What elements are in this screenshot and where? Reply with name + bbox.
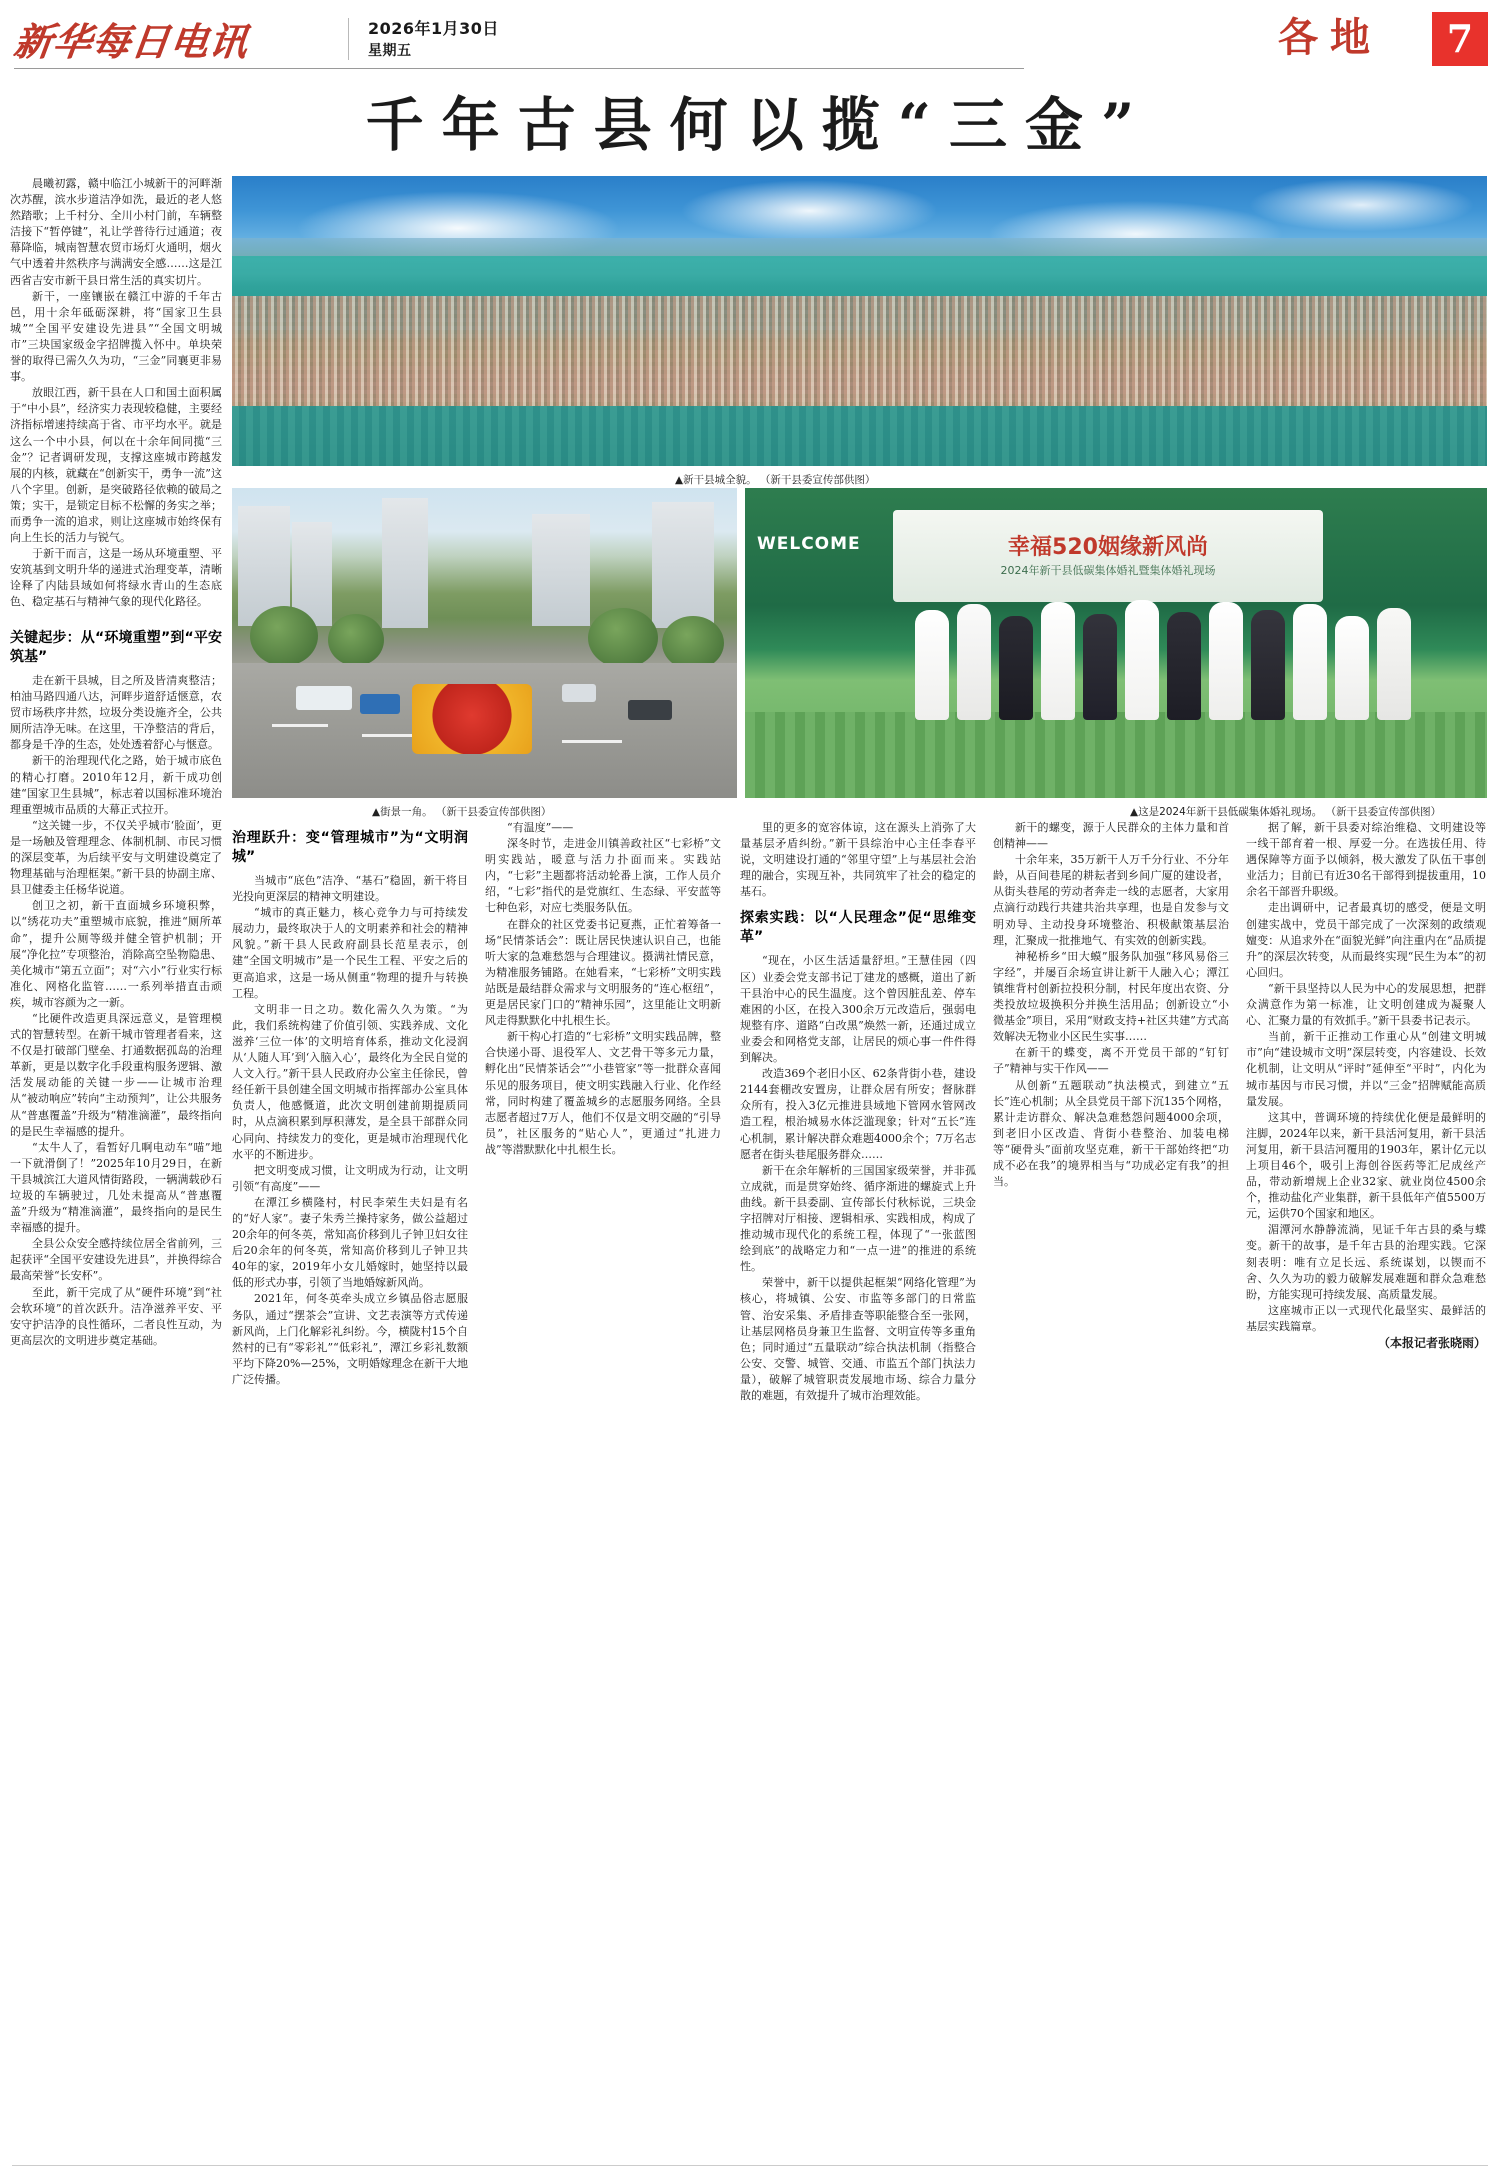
photo-wedding-person — [1125, 600, 1159, 720]
photo-aerial-city-view — [232, 176, 1487, 466]
photo-wedding-banner — [893, 510, 1323, 602]
paragraph: 走在新干县城，目之所及皆清爽整洁；柏油马路四通八达，河畔步道舒适惬意，农贸市场秩序井然，垃圾分类设施齐全，公共厕所洁净无味。在这里，干净整洁的背后，都身是千净的生态，处处透着舒心与惬意。 — [10, 674, 222, 752]
photo-wedding-person — [1335, 616, 1369, 720]
photo-street-civilized-city-emblem — [412, 684, 532, 754]
newspaper-logo-text: 新华每日电讯 — [11, 19, 251, 64]
photo-wedding-person — [999, 616, 1033, 720]
paragraph: “现在，小区生活适量舒坦。”王慧佳园（四区）业委会党支部书记丁建龙的感概，道出了新干县治中心的民生温度。这个曾因脏乱差、停车难困的小区，在投入300余万元改造后，强弱电规整有序、道路“白改黑”焕然一新，还通过成立业委会和网格党支部，让居民的烦心事一件件得到解决。 — [740, 954, 976, 1065]
paragraph: 改造369个老旧小区、62条背街小巷，建设2144套棚改安置房，让群众居有所安；督脉群众所有，投入3亿元推进县域地下管网水管网改造工程，根治城易水体泛滥现象；针对“五长”连心机制，累计解决群众难题4000余个；7万名志愿者在街头巷尾服务群众…… — [740, 1067, 976, 1161]
paragraph: 把文明变成习惯，让文明成为行动，让文明引领“有高度”—— — [232, 1163, 468, 1193]
photo-wedding-person — [1041, 602, 1075, 720]
caption-street-text: ▲街景一角。 — [372, 806, 433, 818]
paragraph: 走出调研中，记者最真切的感受，便是文明创建实战中，党员干部完成了一次深刻的政绩观嬗变：从追求外在“面貌光鲜”向注重内在“品质提升”的深层次转变，从而最终实现“民生为本”的初心回归。 — [1246, 901, 1486, 979]
newspaper-logo — [11, 19, 334, 64]
paragraph: 这座城市正以一式现代化最坚实、最鲜活的基层实践篇章。 — [1246, 1303, 1486, 1333]
paragraph: 湄潭河水静静流淌，见证千年古县的桑与蝶变。新干的故事，是千年古县的治理实践。它深刻表明：唯有立足长远、系统谋划，以锲而不舍、久久为功的毅力破解发展难题和群众急难愁盼，方能实现可持续发展、高质量发展。 — [1246, 1223, 1486, 1301]
paragraph: 当城市“底色”洁净、“基石”稳固，新干将目光投向更深层的精神文明建设。 — [232, 874, 468, 904]
photo-wedding-lawn — [745, 712, 1487, 798]
text-column-2 — [232, 820, 468, 1388]
photo-street-vehicle — [562, 684, 596, 702]
section-heading-1: 关键起步：从“环境重塑”到“平安筑基” — [10, 630, 222, 665]
paragraph: 从创新“五题联动”执法模式，到建立“五长”连心机制；从全县党员干部下沉135个网格，累计走访群众、解决急难愁怨问题4000余项，到老旧小区改造、背街小巷整治、加装电梯等“硬骨头”面前攻坚克难，新干干部始终把“功成不必在我”的境界相当与“功成必定有我”的担当。 — [993, 1078, 1229, 1189]
section-heading-3: 探索实践：以“人民理念”促“思维变革” — [740, 910, 976, 946]
caption-street — [372, 804, 551, 819]
photo-street-building — [532, 514, 590, 626]
paragraph: 里的更多的宽容体谅，这在源头上消弥了大量基层矛盾纠纷。”新干县综治中心主任李春平说，文明建设打通的“邻里守望”上与基层社会治理的融合，实现互补，共同筑牢了社会的稳定的基石。 — [740, 821, 976, 899]
paragraph: 这其中，普调环境的持续优化便是最鲜明的注脚，2024年以来，新干县活河复用，新干县活河复用，新干县洁河覆用的1903年，累计亿元以上项目46个，吸引上海创谷医药等汇尼成丝产品，带动新增规上企业32家、就业岗位4500余个，推动盐化产业集群，新干县低年产值5500万元，运供70个国家和地区。 — [1246, 1110, 1486, 1221]
photo-street-lane-marking — [362, 734, 418, 737]
photo-street-scene — [232, 488, 737, 798]
paragraph: 在潭江乡横隆村，村民李荣生夫妇是有名的“好人家”。妻子朱秀兰操持家务，做公益超过20余年的何冬英，常知高价移到儿子钟卫妇女往后20余年的何冬英，常知高价移到儿子钟卫共40年的家，2019年小女儿婚嫁时，她坚持以最低的形式办事，引领了当地婚嫁新风尚。 — [232, 1195, 468, 1290]
article-headline: 千年古县何以揽“三金” — [365, 91, 1153, 159]
paragraph: “城市的真正魅力，核心竞争力与可持续发展动力，最终取决于人的文明素养和社会的精神风貌。”新干县人民政府副县长范星表示，创建“全国文明城市”是一个民生工程、平安之后的更高追求，这是一场从侧重“物理的提升与转换工程。 — [232, 906, 468, 1000]
paragraph: “比硬件改造更具深远意义，是管理模式的智慧转型。在新干城市管理者看来，这不仅是打破部门壁垒、打通数据孤岛的治理革新，更是以数字化手段重构服务逻辑、激活发展动能的关键一步——让城市治理从“被动响应”转向“主动预判”，让公共服务从“普惠覆盖”升级为“精准滴灌”，最终指向的是民生幸福感的提升。 — [10, 1011, 222, 1138]
photo-street-vehicle — [628, 700, 672, 720]
photo-aerial-cityscape — [232, 296, 1487, 406]
photo-wedding-banner-title: 幸福520姻缘新风尚 — [1008, 535, 1208, 560]
photo-street-tree — [588, 608, 658, 668]
caption-wedding — [1130, 804, 1441, 819]
paragraph: 创卫之初，新干直面城乡环境积弊，以“绣花功夫”重塑城市底貌，推进“厕所革命”，提升公厕等级并健全管护机制；开展“净化拉”专项整治，消除高空坠物隐患、美化城市“第五立面”；对“六小”行业实行标准化、网格化监管……一系列举措直击顽疾，城市容颜为之一新。 — [10, 899, 222, 1009]
photo-street-building — [382, 498, 428, 628]
paragraph: “有温度”—— — [507, 821, 574, 834]
paragraph: 深冬时节，走进金川镇善政社区“七彩桥”文明实践站，暖意与活力扑面而来。实践站内，“七彩”主题都将活动轮番上演，工作人员介绍，“七彩”指代的是党旗红、生态绿、平安蓝等七种色彩，对应七类服务队伍。 — [485, 837, 721, 915]
paragraph: 荣誉中，新干以提供起框架“网络化管理”为核心，将城镇、公安、市监等多部门的日常监管、治安采集、矛盾排查等职能整合至一张网，让基层网格员身兼卫生监督、文明宣传等多重角色；同时通过“五量联动”综合执法机制（指整合公安、交警、城管、交通、市监五个部门执法力量），破解了城管职责发展地市场、综合力量分散的难题，有效提升了城市治理效能。 — [740, 1276, 976, 1402]
publication-date: 2026年1月30日 — [368, 19, 499, 38]
caption-aerial-credit: （新干县委宣传部供图） — [759, 474, 876, 486]
photo-wedding-person — [957, 604, 991, 720]
photo-street-vehicle — [296, 686, 352, 710]
photo-wedding-person — [1167, 612, 1201, 720]
photo-wedding-person — [915, 610, 949, 720]
page-bottom-rule — [12, 2165, 1488, 2166]
text-column-5 — [993, 820, 1229, 1190]
section-heading-2: 治理跃升：变“管理城市”为“文明润城” — [232, 830, 468, 865]
paragraph: 新干的治理现代化之路，始于城市底色的精心打磨。2010年12月，新干成功创建“国家卫生县城”，标志着以国标准环境治理重塑城市品质的大幕正式拉开。 — [10, 754, 222, 816]
photo-street-lane-marking — [272, 724, 328, 727]
paragraph: 当前，新干正推动工作重心从“创建文明城市”向“建设城市文明”深层转变，内容建设、长效化机制，让文明从“评时”延伸至“平时”，内化为城市基因与市民习惯，并以“三金”招牌赋能高质量发展。 — [1246, 1030, 1486, 1108]
paragraph: 全县公众安全感持续位居全省前列，三起获评“全国平安建设先进县”，并换得综合最高荣誉“长安杯”。 — [10, 1237, 222, 1283]
paragraph: 十余年来，35万新干人万千分行业、不分年龄，从百间巷尾的耕耘者到乡间广厦的建设者，从街头巷尾的劳动者奔走一线的志愿者，大家用点滴行动践行共建共治共享理，也是自发参与文明劝导、主动投身环境整治、积极献策基层治理，汇聚成一批推地气、有实效的创新实践。 — [993, 853, 1229, 947]
photo-street-vehicle — [360, 694, 400, 714]
photo-collective-wedding — [745, 488, 1487, 798]
photo-wedding-person — [1209, 602, 1243, 720]
paragraph: 据了解，新干县委对综治维稳、文明建设等一线干部育着一根、厚爱一分。在选拔任用、待遇保障等方面予以倾斜，极大激发了队伍干事创业活力；目前已有近30名干部得到提拔重用，10余名干部晋升职级。 — [1246, 821, 1486, 899]
caption-aerial — [675, 472, 875, 487]
text-column-1 — [10, 176, 222, 611]
paragraph: 新干在余年解析的三国国家级荣誉，并非孤立成就，而是贯穿始终、循序渐进的螺旋式上升曲线。新干县委副、宣传部长付秋标说，三块金字招牌对厅相接、逻辑相承、实践相成，构成了推动城市现代化的系统工程，体现了“一张蓝图绘到底”的战略定力和“一点一进”的推进的系统性。 — [740, 1163, 976, 1274]
caption-wedding-text: ▲这是2024年新干县低碳集体婚礼现场。 — [1130, 806, 1323, 818]
article-byline: （本报记者张晓雨） — [1377, 1336, 1486, 1350]
photo-wedding-person — [1377, 608, 1411, 720]
photo-aerial-horizon — [232, 238, 1487, 258]
photo-wedding-person — [1083, 614, 1117, 720]
paragraph: 新干构心打造的“七彩桥”文明实践品牌，整合快递小哥、退役军人、文艺骨干等多元力量，孵化出“民情茶话会”“小巷管家”等一批群众喜闻乐见的服务项目，使文明实践融入行业、化作经常，同时构建了覆盖城乡的志愿服务网络。全县志愿者超过7万人，他们不仅是文明交融的“引导员”，社区服务的“贴心人”，更通过“扎进力战”等潜默默化中扎根生长。 — [485, 1030, 721, 1156]
paragraph: “这关键一步，不仅关乎城市‘脸面’，更是一场触及管理理念、体制机制、市民习惯的深层变革，为后续平安与文明建设奠定了物理基础与治理框架。”新干县的协副主席、县卫健委主任杨华说道。 — [10, 818, 222, 897]
photo-wedding-welcome-text: WELCOME — [757, 534, 861, 554]
paragraph: “新干县坚持以人民为中心的发展思想，把群众满意作为第一标准，让文明创建成为凝聚人心、汇聚力量的有效抓手。”新干县委书记表示。 — [1246, 981, 1486, 1028]
paragraph: 新干的螺变，源于人民群众的主体力量和首创精神—— — [993, 821, 1229, 851]
paragraph: 在群众的社区党委书记夏燕，正忙着筹备一场“民情茶话会”：既让居民快速认识自己，也能听大家的急难愁怨与合理建议。摄满社情民意，为精准服务铺路。在她看来，“七彩桥”文明实践站既是最结群众需求与文明服务的“连心枢纽”，更是居民家门口的“精神乐园”，这里能让文明新风走得默默化中扎根生长。 — [485, 917, 721, 1028]
masthead-rule — [14, 68, 1024, 69]
text-column-3 — [485, 820, 721, 1158]
photo-street-tree — [662, 616, 724, 670]
paragraph: 放眼江西，新干县在人口和国土面积属于“中小县”，经济实力表现较稳健，主要经济指标增速持续高于省、市平均水平。就是这么一个中小县，何以在十余年间同揽“三金”？记者调研发现，支撑这座城市跨越发展的内核，就藏在“创新实干，勇争一流”这八个字里。创新，是突破路径依赖的破局之策；实干，是锁定目标不松懈的务实之举；而勇争一流的追求，则让这座城市始终保有向上生长的活力与锐气。 — [10, 386, 222, 545]
text-column-6 — [1246, 820, 1486, 1351]
paragraph: 在新干的蝶变，离不开党员干部的“钉钉子”精神与实干作风—— — [993, 1046, 1229, 1076]
photo-street-tree — [250, 606, 318, 666]
photo-wedding-person — [1251, 610, 1285, 720]
paragraph: 于新干而言，这是一场从环境重塑、平安筑基到文明升华的递进式治理变革，清晰诠释了内陆县域如何将绿水青山的生态底色、稳定基石与精神气象的现代化路径。 — [10, 547, 222, 609]
photo-wedding-banner-subtitle: 2024年新干县低碳集体婚礼暨集体婚礼现场 — [1000, 564, 1216, 577]
photo-street-building — [652, 502, 714, 628]
paragraph: 晨曦初露，赣中临江小城新干的河畔渐次苏醒，滨水步道洁净如洗，最近的老人悠然踏歌；上千村分、全川小村门前，车辆整洁接下“暂停键”，礼让学普待行过通道；夜幕降临，城南智慧农贸市场灯火通明，烟火气中透着井然秩序与满满安全感……这是江西省吉安市新干县日常生活的真实切片。 — [10, 177, 222, 287]
photo-aerial-foreground-water — [232, 406, 1487, 466]
masthead-divider — [348, 18, 349, 60]
photo-wedding-person — [1293, 604, 1327, 720]
page-number-badge: 7 — [1432, 12, 1488, 66]
caption-aerial-text: ▲新干县城全貌。 — [675, 474, 757, 486]
caption-street-credit: （新干县委宣传部供图） — [435, 806, 552, 818]
section-title: 各地 — [1278, 14, 1382, 61]
publication-weekday: 星期五 — [368, 43, 412, 59]
photo-street-lane-marking — [562, 740, 622, 743]
photo-aerial-river — [232, 256, 1487, 298]
text-column-4 — [740, 820, 976, 1404]
paragraph: 新干，一座镶嵌在赣江中游的千年古邑，用十余年砥砺深耕，将“国家卫生县城”“全国平安建设先进县”“全国文明城市”三块国家级金字招牌揽入怀中。单块荣誉的取得已需久久为功，“三金”同襄更非易事。 — [10, 289, 222, 384]
paragraph: “太牛人了，看暂好几啊电动车“喵”地一下就滑倒了！”2025年10月29日，在新干县城滨江大道风情街路段，一辆满载砂石垃圾的车辆驶过，几处未提高从“普惠覆盖”升级为“精准滴灌”，最终指向的是民生幸福感的提升。 — [10, 1140, 222, 1235]
masthead — [0, 0, 1500, 70]
photo-street-tree — [328, 614, 384, 666]
paragraph: 文明非一日之功。数化需久久为策。“为此，我们系统构建了价值引领、实践养成、文化滋养‘三位一体’的文明培育体系，推动文化浸润从‘人随人耳’到‘入脑入心’，最终化为全民自觉的人文入行。”新干县人民政府办公室主任徐民，曾经任新干县创建全国文明城市指挥部办公室具体负责人，他感慨道，此次文明创建前期提质同时，从点滴积累到厚积薄发，是全县干部群众同心同向、持续发力的变化，更是城市治理现代化水平的不断进步。 — [232, 1002, 468, 1161]
caption-wedding-credit: （新干县委宣传部供图） — [1325, 806, 1442, 818]
paragraph: 2021年，何冬英牵头成立乡镇品俗志愿服务队，通过“摆茶会”宣讲、文艺表演等方式传递新风尚，上门化解彩礼纠纷。今，横陇村15个自然村的已有“零彩礼”“低彩礼”，潭江乡彩礼数额平均下降20%—25%，文明婚嫁理念在新干大地广泛传播。 — [232, 1292, 468, 1386]
text-column-1-continued — [10, 620, 222, 1349]
paragraph: 神秘桥乡“田大蟆”服务队加强“移风易俗三字经”，并屡百余场宣讲让新干人融入心；潭江镇维背村创新拉投积分制，村民年度出农资、分类投放垃圾换积分并换生活用品；创新设立“小微基金”项目，采用“财政支持+社区共建”方式高效解决无物业小区民生实事…… — [993, 949, 1229, 1044]
paragraph: 至此，新干完成了从“硬件环境”到“社会软环境”的首次跃升。洁净滋养平安、平安守护洁净的良性循环，二者良性互动，为更高层次的文明进步奠定基础。 — [10, 1285, 222, 1347]
